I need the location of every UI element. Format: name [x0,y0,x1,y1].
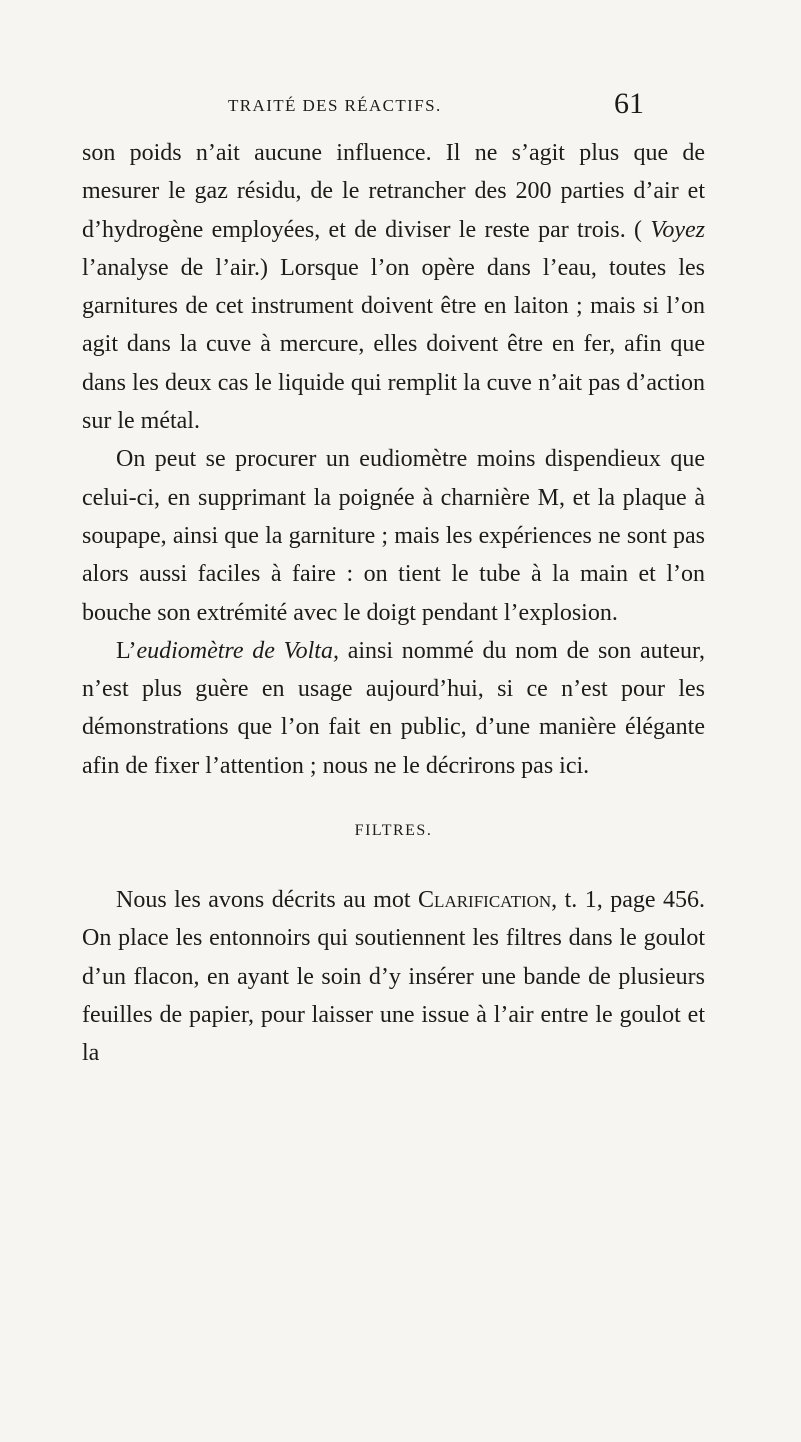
page-body [82,134,705,1073]
paragraph-3 [82,632,705,785]
clarification-reference: Clarification [418,887,552,914]
voyez-reference: Voyez [650,216,705,243]
page-number: 61 [614,87,644,120]
paragraph-1-paren: ( [625,216,651,243]
paragraph-4-text: , t. 1, page 456. On place les entonnoirs qui soutiennent les filtres dans le goulot d’un flacon, en ayant le soin d’y insérer une bande de plusieurs feuilles de papier, pour laisser une issue à l’air entre le goulot et la [82,887,705,1067]
page-header [0,86,801,126]
paragraph-1 [82,134,705,440]
paragraph-3-lead: L’ [116,637,137,664]
eudiometre-volta-term: eudiomètre de Volta, [136,637,339,664]
paragraph-1-continuation: l’analyse de l’air.) Lorsque l’on opère dans l’eau, toutes les garnitures de cet instrument doivent être en laiton ; mais si l’on agit dans la cuve à mercure, elles doivent être en fer, afin que dans les deux cas le liquide qui remplit la cuve n’ait pas d’action sur le métal. [82,254,705,435]
paragraph-2: On peut se procurer un eudiomètre moins dispendieux que celui-ci, en supprimant la poignée à charnière M, et la plaque à soupape, ainsi que la garniture ; mais les expériences ne sont pas alors aussi faciles à faire : on tient le tube à la main et l’on bouche son extrémité avec le doigt pendant l’explosion. [82,446,705,626]
running-title: TRAITÉ DES RÉACTIFS. [228,96,442,115]
paragraph-4 [82,881,705,1072]
paragraph-1-text: son poids n’ait aucune influence. Il ne s’agit plus que de mesurer le gaz résidu, de le retrancher des 200 parties d’air et d’hydrogène employées, et de diviser le reste par trois. [82,140,705,243]
paragraph-3-text: ainsi nommé du nom de son auteur, n’est plus guère en usage aujourd’hui, si ce n’est pour les démonstrations que l’on fait en public, d’une manière élégante afin de fixer l’attention ; nous ne le décrirons pas ici. [82,637,706,779]
section-heading-filtres: FILTRES. [354,822,433,840]
paragraph-4-lead: Nous les avons décrits au mot [116,887,419,914]
